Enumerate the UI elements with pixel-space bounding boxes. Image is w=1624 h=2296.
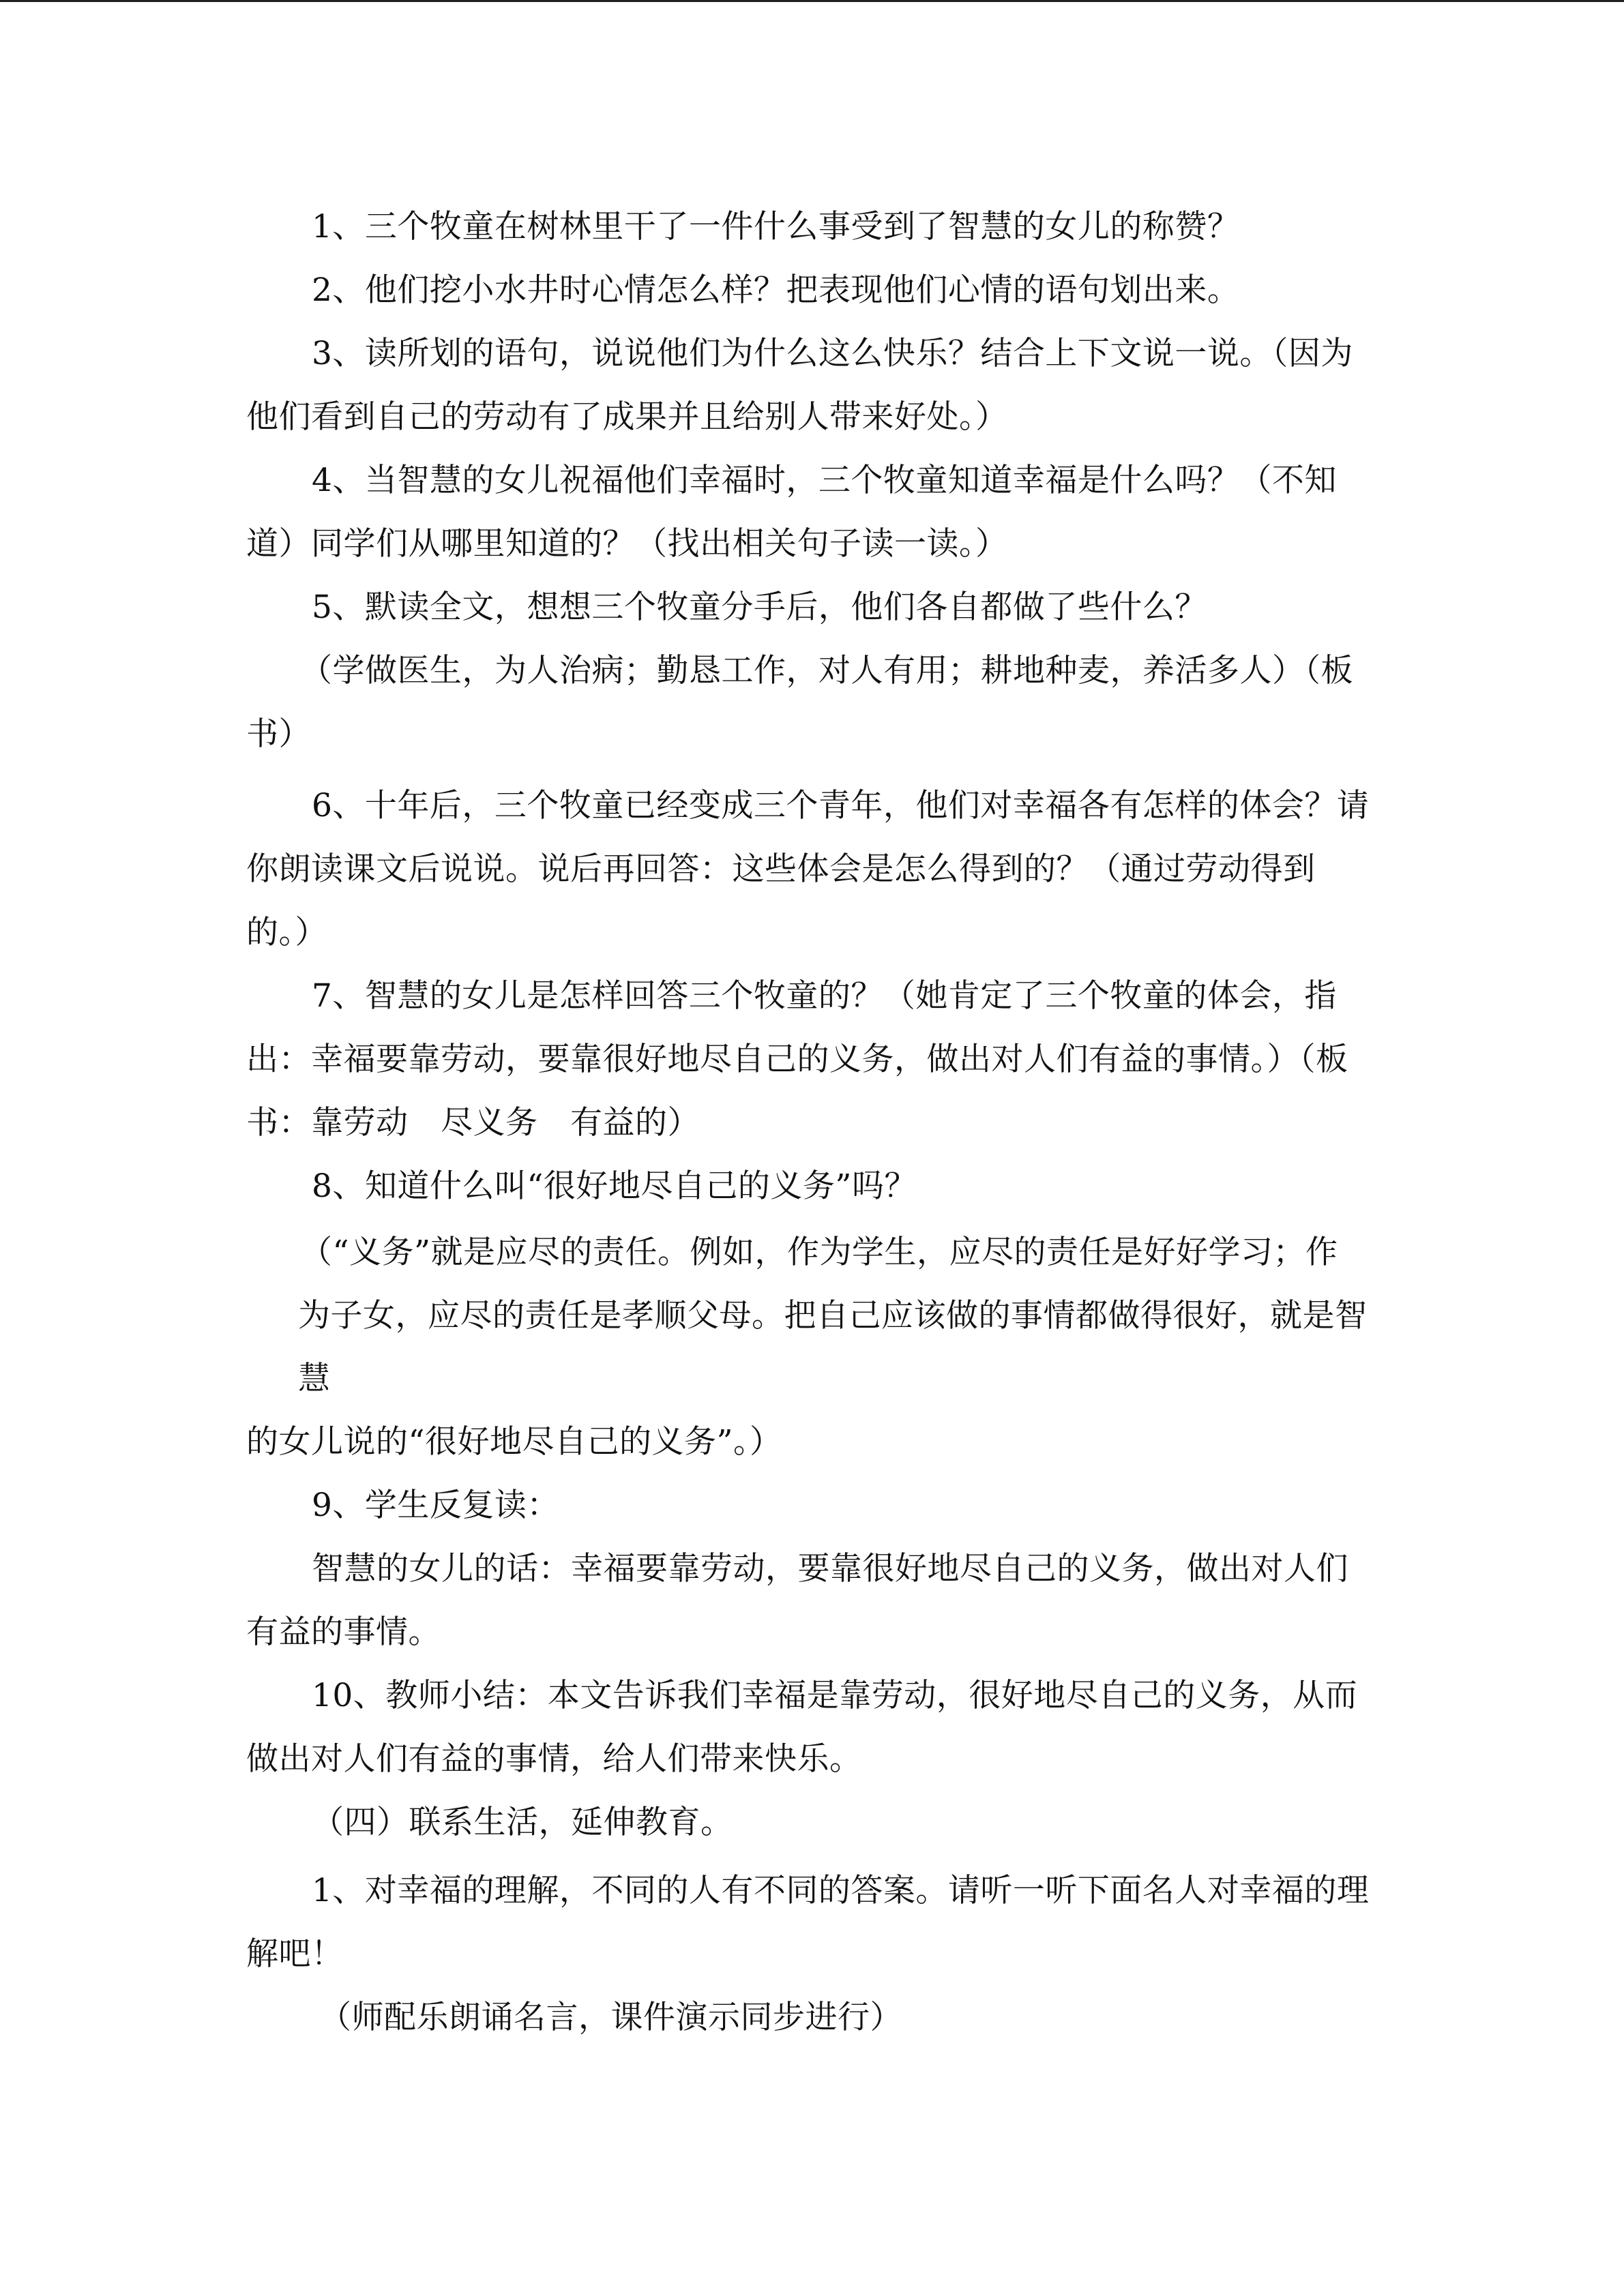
text-line: 8、知道什么叫“很好地尽自己的义务”吗？ (312, 1167, 917, 1205)
text-line: 6、十年后，三个牧童已经变成三个青年，他们对幸福各有怎样的体会？请 (312, 787, 1370, 824)
text-line: （学做医生，为人治病；勤恳工作，对人有用；耕地种麦，养活多人）（板 (300, 652, 1353, 689)
text-line: 10、教师小结：本文告诉我们幸福是靠劳动，很好地尽自己的义务，从而 (312, 1677, 1358, 1714)
text-line: 的。） (246, 914, 327, 951)
text-line: 3、读所划的语句，说说他们为什么这么快乐？结合上下文说一说。（因为 (312, 335, 1353, 372)
text-line: 出：幸福要靠劳动，要靠很好地尽自己的义务，做出对人们有益的事情。）（板 (246, 1041, 1348, 1078)
text-line: （四）联系生活，延伸教育。 (312, 1804, 733, 1841)
text-line: 9、学生反复读： (312, 1487, 559, 1524)
text-line: 他们看到自己的劳动有了成果并且给别人带来好处。） (246, 398, 1008, 436)
text-line: （师配乐朗诵名言，课件演示同步进行） (319, 1999, 902, 2036)
text-line: 有益的事情。 (246, 1613, 441, 1651)
text-line: 5、默读全文，想想三个牧童分手后，他们各自都做了些什么？ (312, 588, 1207, 626)
text-line: 4、当智慧的女儿祝福他们幸福时，三个牧童知道幸福是什么吗？（不知 (312, 462, 1337, 499)
text-line: 做出对人们有益的事情，给人们带来快乐。 (246, 1740, 862, 1778)
text-line: 书：靠劳动 尽义务 有益的） (246, 1104, 700, 1142)
text-line: 2、他们挖小水井时心情怎么样？把表现他们心情的语句划出来。 (312, 271, 1240, 309)
text-line: 解吧！ (246, 1935, 344, 1973)
text-line: 慧 (298, 1360, 331, 1397)
text-line: 1、对幸福的理解，不同的人有不同的答案。请听一听下面名人对幸福的理 (312, 1872, 1370, 1909)
text-line: 智慧的女儿的话：幸福要靠劳动，要靠很好地尽自己的义务，做出对人们 (312, 1550, 1348, 1587)
text-line: 1、三个牧童在树林里干了一件什么事受到了智慧的女儿的称赞？ (312, 208, 1240, 245)
text-line: 7、智慧的女儿是怎样回答三个牧童的？（她肯定了三个牧童的体会，指 (312, 977, 1337, 1015)
text-line: 你朗读课文后说说。说后再回答：这些体会是怎么得到的？（通过劳动得到 (246, 850, 1316, 888)
text-line: （“义务”就是应尽的责任。例如，作为学生，应尽的责任是好好学习；作 (300, 1234, 1338, 1271)
text-line: 为子女，应尽的责任是孝顺父母。把自己应该做的事情都做得很好，就是智 (298, 1297, 1368, 1335)
text-line: 书） (246, 715, 311, 753)
text-line: 的女儿说的“很好地尽自己的义务”。） (246, 1423, 782, 1461)
text-line: 道）同学们从哪里知道的？（找出相关句子读一读。） (246, 525, 1008, 563)
